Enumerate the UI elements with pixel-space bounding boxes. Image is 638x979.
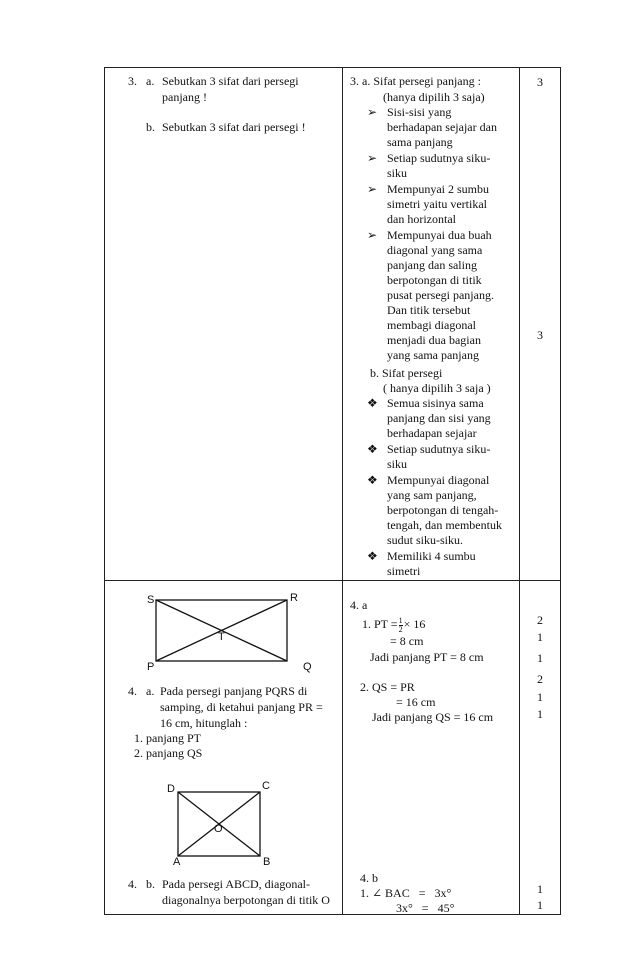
answer-4a-pt-rhs: × 16 <box>403 617 426 631</box>
list-item-line: Setiap sudutnya siku- <box>387 442 491 456</box>
answer-3b-note: ( hanya dipilih 3 saja ) <box>383 381 491 395</box>
question-4b-number: 4. <box>128 877 137 891</box>
list-item-line: Mempunyai 2 sumbu <box>387 182 489 196</box>
question-3b-letter: b. <box>146 120 155 134</box>
table-col-divider-1 <box>342 67 343 915</box>
table-border-top <box>104 67 561 68</box>
fraction-one-half <box>399 617 403 634</box>
list-item-line: berhadapan sejajar <box>387 426 477 440</box>
question-3a-letter: a. <box>146 74 155 88</box>
label-s: S <box>147 594 155 606</box>
score-4a-5: 1 <box>537 690 543 704</box>
list-item-line: panjang dan saling <box>387 258 477 272</box>
list-item-line: siku <box>387 166 408 180</box>
label-o: O <box>214 823 223 835</box>
diamond-bullet-icon: ❖ <box>367 396 378 410</box>
arrow-bullet-icon: ➢ <box>367 228 378 242</box>
answer-4a-pt-result: = 8 cm <box>390 634 424 648</box>
table-row-divider <box>104 580 561 581</box>
answer-4a-qs-conclusion: Jadi panjang QS = 16 cm <box>372 710 494 724</box>
fraction-denominator: 2 <box>398 624 403 634</box>
arrow-bullet-icon: ➢ <box>367 105 378 119</box>
answer-3a-note: (hanya dipilih 3 saja) <box>383 90 485 104</box>
arrow-bullet-icon: ➢ <box>367 182 378 196</box>
label-d: D <box>167 783 175 795</box>
list-item-line: yang sam panjang, <box>387 488 477 502</box>
score-4a-1: 2 <box>537 613 543 627</box>
label-t: T <box>218 631 225 643</box>
table-border-bottom <box>104 914 561 915</box>
question-4a-line1: Pada persegi panjang PQRS di <box>160 684 308 698</box>
list-item-line: simetri <box>387 564 421 578</box>
score-3b: 3 <box>537 328 543 342</box>
question-4a-item2: 2. panjang QS <box>134 746 203 760</box>
question-4b-line1: Pada persegi ABCD, diagonal- <box>162 877 310 891</box>
answer-4b-heading: 4. b <box>360 871 378 885</box>
score-4a-6: 1 <box>537 707 543 721</box>
question-4a-item1: 1. panjang PT <box>134 731 201 745</box>
diamond-bullet-icon: ❖ <box>367 549 378 563</box>
list-item-line: sudut siku-siku. <box>387 533 464 547</box>
question-3a-line2: panjang ! <box>162 90 207 104</box>
list-item-line: berpotongan di titik <box>387 273 482 287</box>
label-p: P <box>147 661 155 673</box>
question-3b-text: Sebutkan 3 sifat dari persegi ! <box>162 120 306 134</box>
list-item-line: yang sama panjang <box>387 348 479 362</box>
list-item-line: simetri yaitu vertikal <box>387 197 487 211</box>
score-4b-1: 1 <box>537 882 543 896</box>
list-item-line: dan horizontal <box>387 212 456 226</box>
label-a: A <box>173 856 181 868</box>
question-4a-line2: samping, di ketahui panjang PR = <box>160 700 323 714</box>
list-item-line: siku <box>387 457 408 471</box>
question-3a-line1: Sebutkan 3 sifat dari persegi <box>162 74 299 88</box>
question-4a-line3: 16 cm, hitunglah : <box>160 716 248 730</box>
answer-4b-x: 3x° = 45° <box>396 901 455 915</box>
list-item-line: Sisi-sisi yang <box>387 105 452 119</box>
list-item-line: tengah, dan membentuk <box>387 518 502 532</box>
answer-4a-pt <box>362 614 425 634</box>
question-4a-number: 4. <box>128 684 137 698</box>
question-4b-line2: diagonalnya berpotongan di titik O <box>162 893 330 907</box>
question-4b-letter: b. <box>146 877 155 891</box>
list-item-line: diagonal yang sama <box>387 243 483 257</box>
list-item-line: Dan titik tersebut <box>387 303 471 317</box>
label-b: B <box>263 856 271 868</box>
table-col-divider-2 <box>519 67 520 915</box>
answer-3a-heading: 3. a. Sifat persegi panjang : <box>350 74 481 88</box>
table-border-left <box>104 67 105 915</box>
answer-4a-pt-conclusion: Jadi panjang PT = 8 cm <box>370 650 484 664</box>
answer-4a-qs: 2. QS = PR <box>360 680 415 694</box>
diamond-bullet-icon: ❖ <box>367 473 378 487</box>
list-item-line: Mempunyai diagonal <box>387 473 490 487</box>
list-item-line: berpotongan di tengah- <box>387 503 499 517</box>
arrow-bullet-icon: ➢ <box>367 151 378 165</box>
answer-4a-pt-lhs: 1. PT = <box>362 617 398 631</box>
score-4a-2: 1 <box>537 630 543 644</box>
answer-4a-qs-result: = 16 cm <box>396 695 436 709</box>
label-c: C <box>262 780 270 792</box>
table-border-right <box>560 67 561 915</box>
list-item-line: membagi diagonal <box>387 318 476 332</box>
list-item-line: menjadi dua bagian <box>387 333 481 347</box>
list-item-line: sama panjang <box>387 135 453 149</box>
list-item-line: pusat persegi panjang. <box>387 288 494 302</box>
list-item-line: Memiliki 4 sumbu <box>387 549 476 563</box>
score-4b-2: 1 <box>537 898 543 912</box>
fraction-numerator: 1 <box>398 615 403 625</box>
question-4a-letter: a. <box>146 684 155 698</box>
score-3a: 3 <box>537 75 543 89</box>
score-4a-4: 2 <box>537 672 543 686</box>
label-r: R <box>290 592 298 604</box>
list-item-line: Semua sisinya sama <box>387 396 484 410</box>
list-item-line: berhadapan sejajar dan <box>387 120 497 134</box>
list-item-line: panjang dan sisi yang <box>387 411 491 425</box>
list-item-line: Mempunyai dua buah <box>387 228 492 242</box>
answer-4b-bac: 1. ∠ BAC = 3x° <box>360 886 452 900</box>
answer-4a-heading: 4. a <box>350 598 368 612</box>
label-q: Q <box>303 661 312 673</box>
question-3a-number: 3. <box>128 74 137 88</box>
answer-3b-heading: b. Sifat persegi <box>370 366 443 380</box>
list-item-line: Setiap sudutnya siku- <box>387 151 491 165</box>
diamond-bullet-icon: ❖ <box>367 442 378 456</box>
score-4a-3: 1 <box>537 651 543 665</box>
